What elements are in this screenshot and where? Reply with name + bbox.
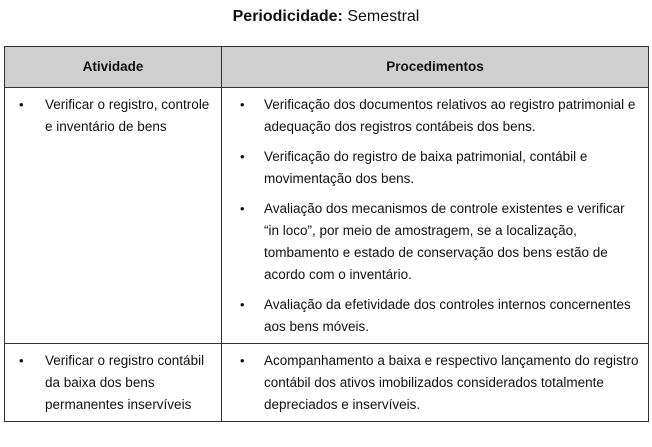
activity-cell [5,344,222,422]
header-procedimentos: Procedimentos [222,47,649,88]
page-title [0,6,652,28]
table-row [5,344,649,422]
list-item [222,94,640,138]
header-atividade: Atividade [5,47,222,88]
list-item [5,94,213,138]
activity-cell [5,88,222,344]
procedures-cell [222,344,649,422]
periodicity-label: Periodicidade: [232,8,343,25]
periodicity-value: Semestral [347,8,420,25]
table-header-row [5,47,649,88]
activity-text: Verificar o registro, controle e inventário de bens [45,97,210,134]
list-item [222,198,640,286]
bullet-icon: • [19,97,24,112]
procedure-text: Acompanhamento a baixa e respectivo lançamento do registro contábil dos ativos imobilizados considerados totalmente depreciados e inservíveis. [264,353,639,412]
procedure-text: Verificação dos documentos relativos ao registro patrimonial e adequação dos registros contábeis dos bens. [264,97,636,134]
bullet-icon: • [240,201,245,216]
table-row [5,88,649,344]
procedure-text: Avaliação dos mecanismos de controle existentes e verificar “in loco”, por meio de amostragem, se a localização, tombamento e estado de conservação dos bens estão de acordo com o inventário. [264,201,625,282]
bullet-icon: • [240,297,245,312]
procedure-text: Verificação do registro de baixa patrimonial, contábil e movimentação dos bens. [264,149,588,186]
activity-text: Verificar o registro contábil da baixa dos bens permanentes inservíveis [45,353,205,412]
list-item [222,294,640,338]
list-item [222,146,640,190]
procedures-table [4,46,649,422]
bullet-icon: • [240,149,245,164]
bullet-icon: • [240,353,245,368]
list-item [5,350,213,416]
procedure-text: Avaliação da efetividade dos controles internos concernentes aos bens móveis. [264,297,631,334]
bullet-icon: • [19,353,24,368]
list-item [222,350,640,416]
procedures-cell [222,88,649,344]
bullet-icon: • [240,97,245,112]
